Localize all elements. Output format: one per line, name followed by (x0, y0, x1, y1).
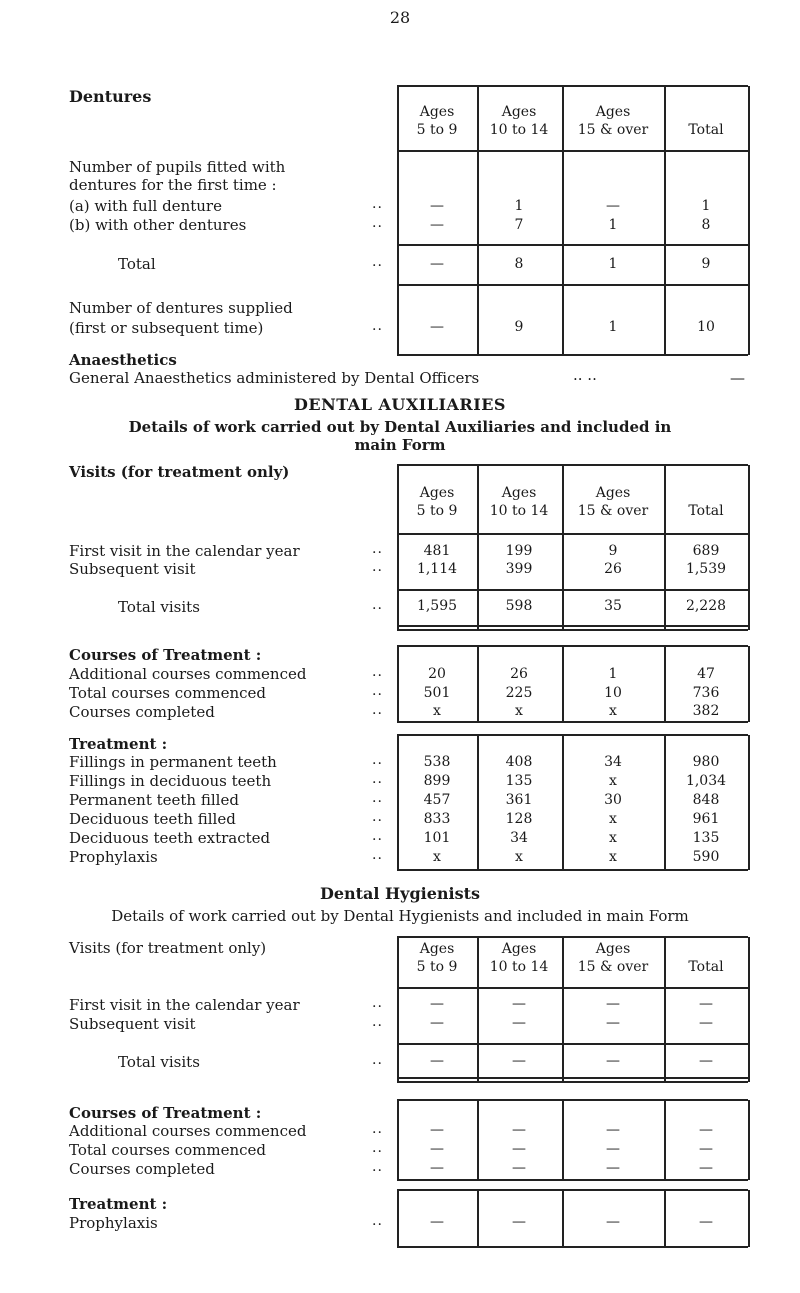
table-rule (748, 646, 750, 722)
table-cell: x (433, 849, 441, 865)
aux-subsequent-label: Subsequent visit (69, 560, 196, 578)
table-cell: 1 (701, 198, 711, 214)
table-cell: — (430, 1160, 444, 1176)
table-cell: 1 (608, 256, 618, 272)
table-cell: 980 (692, 754, 720, 770)
table-cell: — (606, 996, 620, 1012)
table-cell: — (699, 1053, 713, 1069)
anaesthetics-value: — (730, 369, 745, 387)
table-cell: — (430, 1015, 444, 1031)
table-rule (397, 1099, 748, 1101)
table-rule (562, 646, 564, 722)
table-rule (748, 1190, 750, 1247)
dot-leader: .. (372, 1213, 383, 1229)
table-rule (397, 625, 748, 627)
table-cell: x (609, 811, 617, 827)
table-cell: 899 (423, 773, 451, 789)
table-cell: 20 (428, 666, 446, 682)
dot-leader: .. (372, 1014, 383, 1030)
dot-leader: .. (372, 196, 383, 212)
table-cell: — (606, 1053, 620, 1069)
table-cell: — (699, 1214, 713, 1230)
table-cell: 961 (692, 811, 720, 827)
aux-total-courses-label: Total courses commenced (69, 684, 267, 702)
table-cell: 8 (701, 217, 711, 233)
table-cell: 8 (514, 256, 524, 272)
column-header: Total (688, 959, 724, 975)
hyg-subsequent-label: Subsequent visit (69, 1015, 196, 1033)
table-rule (748, 1100, 750, 1180)
table-cell: 9 (608, 543, 618, 559)
dot-leader: .. (372, 828, 383, 844)
dot-leader: .. (372, 1140, 383, 1156)
table-cell: — (430, 198, 444, 214)
anaesthetics-title: Anaesthetics (69, 351, 177, 369)
dot-leader: .. (372, 559, 383, 575)
dot-leader: .. (372, 809, 383, 825)
table-rule (397, 1081, 748, 1083)
aux-treatment-label: Fillings in deciduous teeth (69, 772, 272, 790)
table-cell: 481 (423, 543, 451, 559)
anaesthetics-dots: .. .. (573, 366, 597, 384)
dentures-title: Dentures (69, 87, 152, 106)
aux-additional-label: Additional courses commenced (69, 665, 307, 683)
column-header: Ages 10 to 14 (489, 941, 549, 975)
table-cell: 26 (510, 666, 528, 682)
table-rule (397, 721, 748, 723)
table-cell: — (606, 1015, 620, 1031)
table-cell: — (430, 1122, 444, 1138)
table-cell: 408 (505, 754, 533, 770)
aux-completed-label: Courses completed (69, 703, 215, 721)
column-header: Total (688, 503, 724, 519)
table-rule (397, 464, 748, 466)
aux-treatment-title: Treatment : (69, 735, 168, 753)
table-cell: x (515, 703, 523, 719)
column-header: Ages 5 to 9 (416, 485, 458, 519)
dot-leader: .. (372, 318, 383, 334)
table-rule (397, 936, 748, 938)
table-cell: 598 (505, 598, 533, 614)
table-cell: — (512, 1214, 526, 1230)
table-rule (397, 150, 748, 152)
dentures-row-b-label: (b) with other dentures (69, 216, 247, 234)
hyg-prophylaxis-label: Prophylaxis (69, 1214, 158, 1232)
column-header: Ages 15 & over (577, 485, 649, 519)
dot-leader: .. (372, 702, 383, 718)
table-cell: 10 (697, 319, 715, 335)
column-header: Ages 15 & over (577, 104, 649, 138)
table-cell: 101 (423, 830, 451, 846)
table-cell: 35 (604, 598, 622, 614)
table-rule (397, 1043, 748, 1045)
dot-leader: .. (372, 1121, 383, 1137)
column-header: Total (688, 122, 724, 138)
table-rule (397, 1246, 748, 1248)
table-rule (397, 645, 748, 647)
table-rule (562, 1190, 564, 1247)
dot-leader: .. (372, 683, 383, 699)
table-cell: — (512, 996, 526, 1012)
column-header: Ages 10 to 14 (489, 485, 549, 519)
table-cell: — (512, 1141, 526, 1157)
hyg-first-visit-label: First visit in the calendar year (69, 996, 300, 1014)
column-header: Ages 5 to 9 (416, 104, 458, 138)
table-cell: 1 (608, 319, 618, 335)
table-cell: — (606, 1160, 620, 1176)
dot-leader: .. (372, 847, 383, 863)
table-cell: 1 (608, 666, 618, 682)
dentures-row-a-label: (a) with full denture (69, 197, 222, 215)
table-rule (397, 1077, 748, 1079)
table-rule (748, 465, 750, 630)
table-cell: 501 (423, 685, 451, 701)
table-cell: 30 (604, 792, 622, 808)
table-cell: — (512, 1053, 526, 1069)
table-cell: 457 (423, 792, 451, 808)
table-cell: 7 (514, 217, 524, 233)
table-cell: 833 (423, 811, 451, 827)
page-number: 28 (389, 8, 411, 27)
table-rule (397, 354, 748, 356)
table-rule (748, 735, 750, 870)
table-cell: 1,114 (416, 561, 458, 577)
aux-total-visits-label: Total visits (118, 598, 200, 616)
table-cell: x (609, 830, 617, 846)
table-cell: — (512, 1015, 526, 1031)
table-cell: 47 (697, 666, 715, 682)
table-rule (397, 284, 748, 286)
table-rule (397, 987, 748, 989)
table-cell: — (430, 1053, 444, 1069)
table-cell: 1 (608, 217, 618, 233)
table-rule (397, 244, 748, 246)
table-cell: — (606, 198, 620, 214)
column-header: Ages 10 to 14 (489, 104, 549, 138)
table-cell: 34 (510, 830, 528, 846)
table-cell: 1,034 (685, 773, 727, 789)
table-rule (397, 1179, 748, 1181)
dot-leader: .. (372, 254, 383, 270)
aux-visits-label: Visits (for treatment only) (69, 463, 290, 481)
table-cell: 135 (692, 830, 720, 846)
table-cell: 399 (505, 561, 533, 577)
aux-courses-title: Courses of Treatment : (69, 646, 262, 664)
aux-first-visit-label: First visit in the calendar year (69, 542, 300, 560)
table-cell: — (699, 1160, 713, 1176)
table-cell: 225 (505, 685, 533, 701)
table-cell: — (606, 1214, 620, 1230)
table-cell: 361 (505, 792, 533, 808)
table-cell: 9 (701, 256, 711, 272)
hyg-completed-label: Courses completed (69, 1160, 215, 1178)
dot-leader: .. (372, 597, 383, 613)
table-cell: 2,228 (685, 598, 727, 614)
hyg-courses-title: Courses of Treatment : (69, 1104, 262, 1122)
dot-leader: .. (372, 995, 383, 1011)
dentures-supplied-label-1: Number of dentures supplied (69, 299, 293, 317)
table-cell: — (699, 1141, 713, 1157)
hygienists-title: Dental Hygienists (319, 884, 481, 903)
dot-leader: .. (372, 541, 383, 557)
table-cell: — (699, 996, 713, 1012)
table-cell: 382 (692, 703, 720, 719)
table-cell: 1,539 (685, 561, 727, 577)
table-cell: 538 (423, 754, 451, 770)
aux-treatment-label: Fillings in permanent teeth (69, 753, 277, 771)
table-rule (397, 533, 748, 535)
dot-leader: .. (372, 1052, 383, 1068)
dentures-total-label: Total (118, 255, 156, 273)
hyg-total-courses-label: Total courses commenced (69, 1141, 267, 1159)
anaesthetics-line: General Anaesthetics administered by Dental Officers (69, 369, 480, 387)
table-cell: — (430, 996, 444, 1012)
auxiliaries-subtitle-2: main Form (354, 436, 446, 454)
table-cell: 1 (514, 198, 524, 214)
table-cell: — (430, 217, 444, 233)
aux-treatment-label: Deciduous teeth extracted (69, 829, 271, 847)
table-cell: 128 (505, 811, 533, 827)
table-cell: x (609, 773, 617, 789)
table-cell: — (430, 1214, 444, 1230)
table-cell: — (512, 1160, 526, 1176)
column-header: Ages 15 & over (577, 941, 649, 975)
aux-treatment-label: Permanent teeth filled (69, 791, 239, 809)
table-cell: 590 (692, 849, 720, 865)
auxiliaries-subtitle-1: Details of work carried out by Dental Auxiliaries and included in (128, 418, 672, 436)
table-cell: x (433, 703, 441, 719)
table-cell: 26 (604, 561, 622, 577)
table-rule (562, 735, 564, 870)
hygienists-subtitle: Details of work carried out by Dental Hygienists and included in main Form (111, 907, 689, 925)
auxiliaries-title: DENTAL AUXILIARIES (294, 395, 506, 414)
table-rule (397, 629, 748, 631)
column-header: Ages 5 to 9 (416, 941, 458, 975)
dot-leader: .. (372, 664, 383, 680)
table-cell: x (515, 849, 523, 865)
table-rule (397, 589, 748, 591)
table-rule (397, 1189, 748, 1191)
table-cell: — (430, 1141, 444, 1157)
hyg-additional-label: Additional courses commenced (69, 1122, 307, 1140)
aux-treatment-label: Prophylaxis (69, 848, 158, 866)
table-cell: — (699, 1015, 713, 1031)
dot-leader: .. (372, 771, 383, 787)
hyg-total-visits-label: Total visits (118, 1053, 200, 1071)
table-cell: 1,595 (416, 598, 458, 614)
table-cell: x (609, 703, 617, 719)
table-cell: — (430, 319, 444, 335)
table-rule (397, 85, 748, 87)
dot-leader: .. (372, 752, 383, 768)
dentures-supplied-label-2: (first or subsequent time) (69, 319, 264, 337)
dot-leader: .. (372, 790, 383, 806)
table-cell: — (430, 256, 444, 272)
dot-leader: .. (372, 1159, 383, 1175)
table-cell: 736 (692, 685, 720, 701)
table-cell: 689 (692, 543, 720, 559)
table-cell: 199 (505, 543, 533, 559)
table-cell: 10 (604, 685, 622, 701)
table-cell: 9 (514, 319, 524, 335)
table-rule (397, 869, 748, 871)
table-cell: 34 (604, 754, 622, 770)
table-cell: x (609, 849, 617, 865)
table-cell: — (606, 1141, 620, 1157)
table-cell: — (606, 1122, 620, 1138)
table-cell: 135 (505, 773, 533, 789)
dentures-label-1: Number of pupils fitted with (69, 158, 286, 176)
hyg-treatment-title: Treatment : (69, 1195, 168, 1213)
table-rule (397, 734, 748, 736)
table-rule (562, 1100, 564, 1180)
dentures-label-2: dentures for the first time : (69, 176, 277, 194)
table-cell: — (512, 1122, 526, 1138)
table-cell: 848 (692, 792, 720, 808)
table-cell: — (699, 1122, 713, 1138)
dot-leader: .. (372, 215, 383, 231)
hyg-visits-label: Visits (for treatment only) (69, 939, 267, 957)
aux-treatment-label: Deciduous teeth filled (69, 810, 236, 828)
